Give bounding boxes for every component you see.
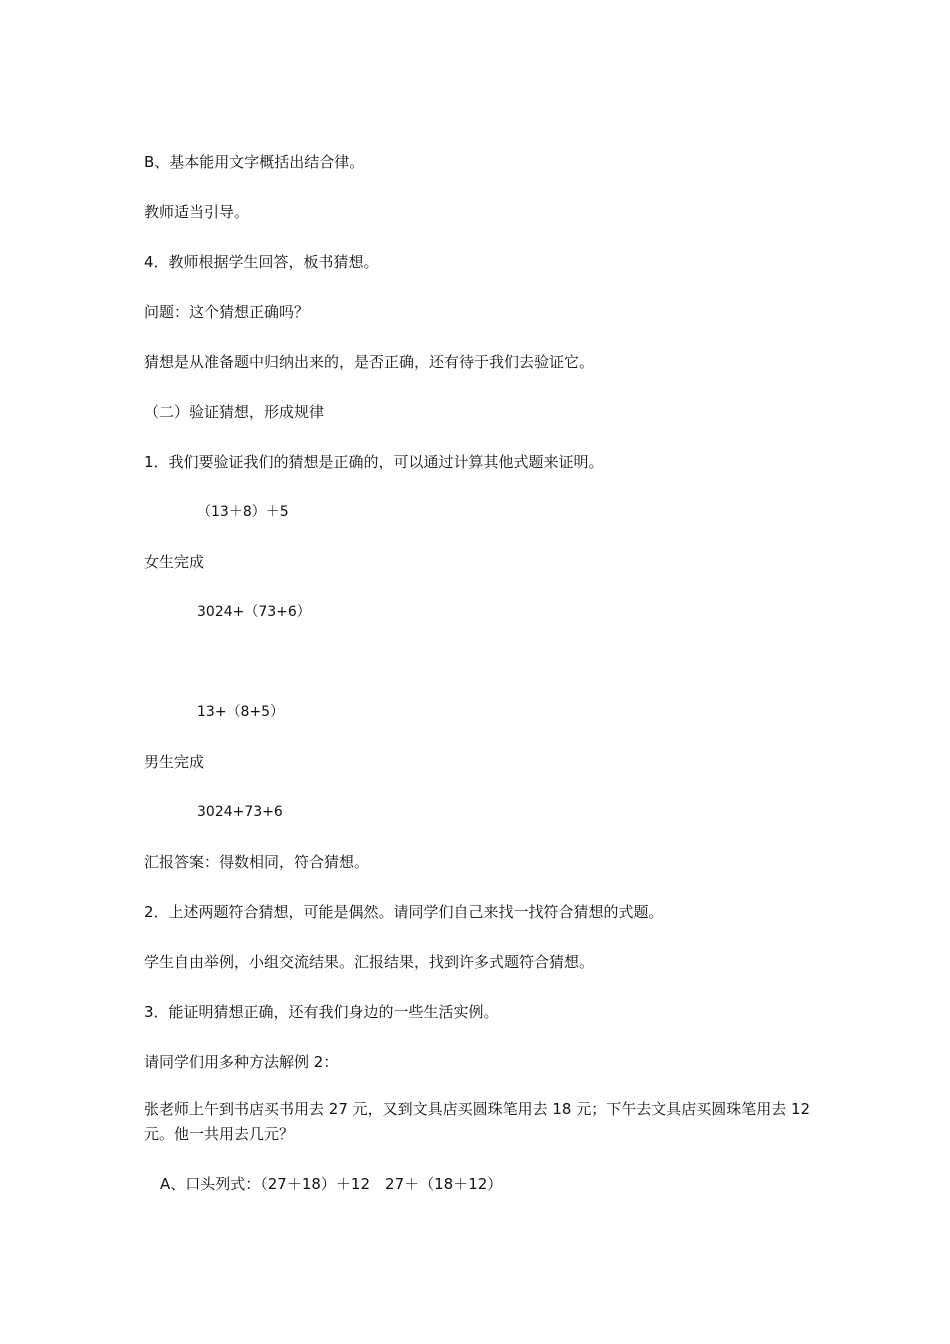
text-line-students: 学生自由举例，小组交流结果。汇报结果，找到许多式题符合猜想。: [144, 953, 595, 971]
text-line-example-2: 请同学们用多种方法解例 2：: [144, 1053, 339, 1071]
text-line-girls: 女生完成: [144, 553, 205, 571]
text-line-conjecture: 猜想是从准备题中归纳出来的，是否正确，还有待于我们去验证它。: [144, 353, 595, 371]
text-line-boys: 男生完成: [144, 753, 205, 771]
text-line-step-4: 4．教师根据学生回答，板书猜想。: [144, 253, 379, 271]
text-line-step-1: 1．我们要验证我们的猜想是正确的，可以通过计算其他式题来证明。: [144, 453, 604, 471]
formula-3: 13+（8+5）: [197, 704, 285, 720]
text-paragraph-problem: 张老师上午到书店买书用去 27 元，又到文具店买圆珠笔用去 18 元；下午去文具店买圆珠笔用去 12 元。他一共用去几元？: [144, 1100, 811, 1143]
section-heading-verify: （二）验证猜想，形成规律: [144, 403, 325, 421]
formula-1: （13＋8）＋5: [197, 504, 289, 520]
formula-2: 3024+（73+6）: [197, 604, 311, 620]
text-line-b-summary: B、基本能用文字概括出结合律。: [144, 153, 365, 171]
text-line-teacher-guide: 教师适当引导。: [144, 203, 250, 221]
formula-4: 3024+73+6: [197, 804, 283, 820]
text-line-report: 汇报答案：得数相同，符合猜想。: [144, 853, 370, 871]
text-line-question: 问题：这个猜想正确吗？: [144, 303, 310, 321]
text-line-answer-a: A、口头列式：（27＋18）＋12 27＋（18＋12）: [160, 1175, 503, 1193]
text-line-step-3: 3．能证明猜想正确，还有我们身边的一些生活实例。: [144, 1003, 499, 1021]
text-line-step-2: 2．上述两题符合猜想，可能是偶然。请同学们自己来找一找符合猜想的式题。: [144, 903, 664, 921]
